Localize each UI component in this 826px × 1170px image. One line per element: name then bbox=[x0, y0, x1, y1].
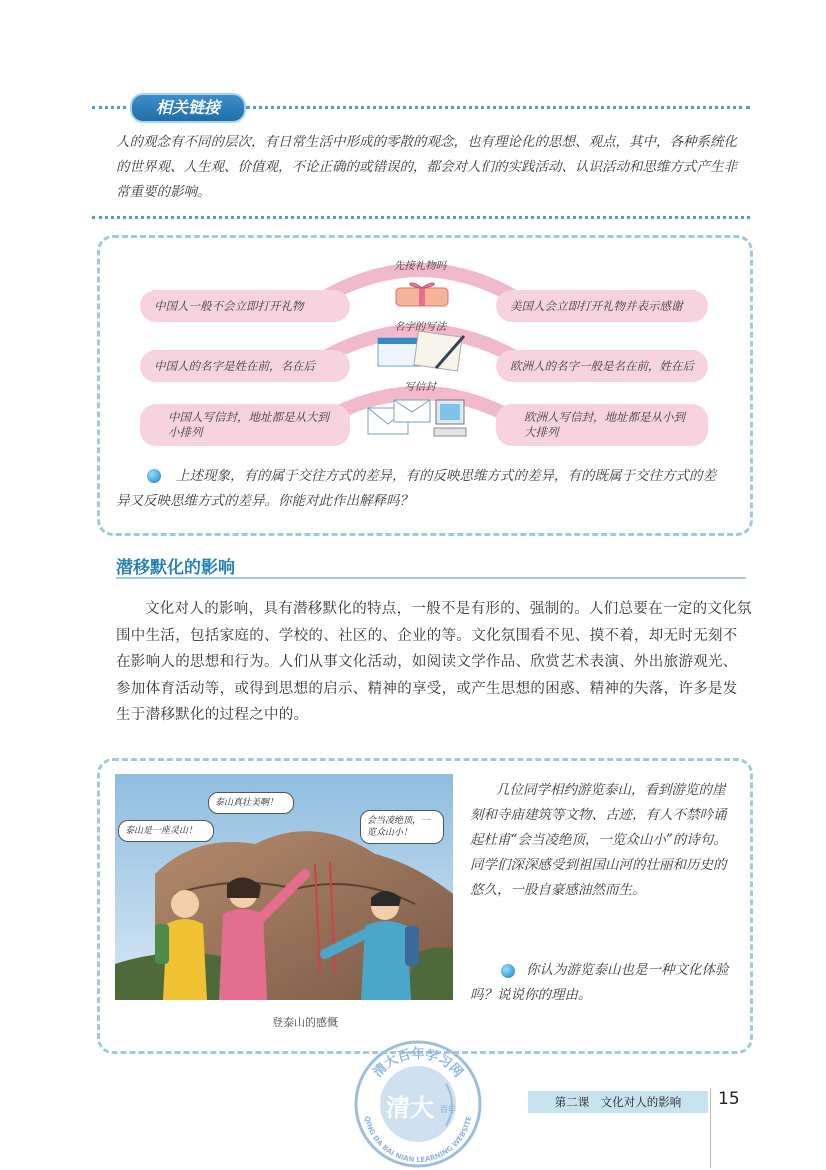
watermark-ring-bottom: QING DA BAI NIAN LEARNING WEBSITE bbox=[362, 1115, 474, 1165]
topic-label-3: 写信封 bbox=[404, 381, 436, 393]
row1-left: 中国人一般不会立即打开礼物 bbox=[140, 290, 350, 322]
speech-bubble-right: 会当凌绝顶，一览众山小！ bbox=[360, 810, 444, 844]
row1-right: 美国人会立即打开礼物并表示感谢 bbox=[496, 290, 708, 322]
svg-text:清大百年学习网 bbox=[370, 1046, 466, 1081]
related-link-text: 人的观念有不同的层次，有日常生活中形成的零散的观念，也有理论化的思想、观点，其中，各种系统化的世界观、人生观、价值观，不论正确的或错误的，都会对人们的实践活动、认识活动和思维方式产生非常重要的影响。 bbox=[116, 134, 737, 200]
topic-label-2: 名字的写法 bbox=[393, 321, 447, 333]
watermark-center: 清大 bbox=[386, 1094, 434, 1122]
section-body: 文化对人的影响，具有潜移默化的特点，一般不是有形的、强制的。人们总要在一定的文化氛围中生活，包括家庭的、学校的、社区的、企业的等。文化氛围看不见、摸不着，却无时无刻不在影响人的思想和行为。人们从事文化活动，如阅读文学作品、欣赏艺术表演、外出旅游观光、参加体育活动等，或得到思想的启示、精神的享受，或产生思想的困惑、精神的失落，许多是发生于潜移默化的过程之中的。 bbox=[116, 601, 752, 723]
section-rule bbox=[116, 577, 746, 579]
speech-bubble-left: 泰山是一座灵山！ bbox=[118, 820, 214, 842]
footer-lesson: 第二课 文化对人的影响 bbox=[554, 1095, 682, 1109]
watermark-ring-top: 清大百年学习网 bbox=[370, 1047, 466, 1081]
section-title: 潜移默化的影响 bbox=[116, 558, 235, 578]
watermark-side: 百年 bbox=[440, 1105, 456, 1114]
link-rule-bottom bbox=[92, 216, 750, 219]
page-number: 15 bbox=[718, 1089, 740, 1109]
footer-divider bbox=[710, 1088, 711, 1168]
link-rule-left bbox=[92, 106, 126, 109]
envelope-computer-icon bbox=[364, 396, 472, 442]
related-link-tag: 相关链接 bbox=[130, 93, 246, 123]
speech-bubble-middle: 泰山真壮美啊！ bbox=[208, 792, 294, 814]
link-rule-right bbox=[246, 106, 750, 109]
comparison-question: 上述现象，有的属于交往方式的差异，有的反映思维方式的差异，有的既属于交往方式的差异又反映思维方式的差异。你能对此作出解释吗？ bbox=[116, 468, 716, 509]
name-card-icon bbox=[376, 330, 472, 374]
row3-left: 中国人写信封，地址都是从大到小排列 bbox=[140, 404, 350, 446]
side-question: 你认为游览泰山也是一种文化体验吗？说说你的理由。 bbox=[470, 962, 729, 1003]
watermark-text bbox=[348, 1034, 488, 1170]
row2-right: 欧洲人的名字一般是名在前，姓在后 bbox=[496, 350, 708, 382]
illustration-caption: 登泰山的感慨 bbox=[272, 1016, 338, 1029]
row2-left: 中国人的名字是姓在前，名在后 bbox=[140, 350, 350, 382]
topic-label-1: 先接礼物吗 bbox=[393, 260, 447, 272]
row3-right: 欧洲人写信封，地址都是从小到大排列 bbox=[496, 404, 708, 446]
gift-icon bbox=[392, 276, 452, 310]
side-story: 几位同学相约游览泰山，看到游览的崖刻和寺庙建筑等文物、古迹，有人不禁吟诵起杜甫“会当凌绝顶，一览众山小”的诗句。同学们深深感受到祖国山河的壮丽和历史的悠久，一股自豪感油然而生。 bbox=[470, 782, 727, 898]
svg-text:QING DA BAI NIAN LEARNING WEBS bbox=[363, 1115, 474, 1164]
